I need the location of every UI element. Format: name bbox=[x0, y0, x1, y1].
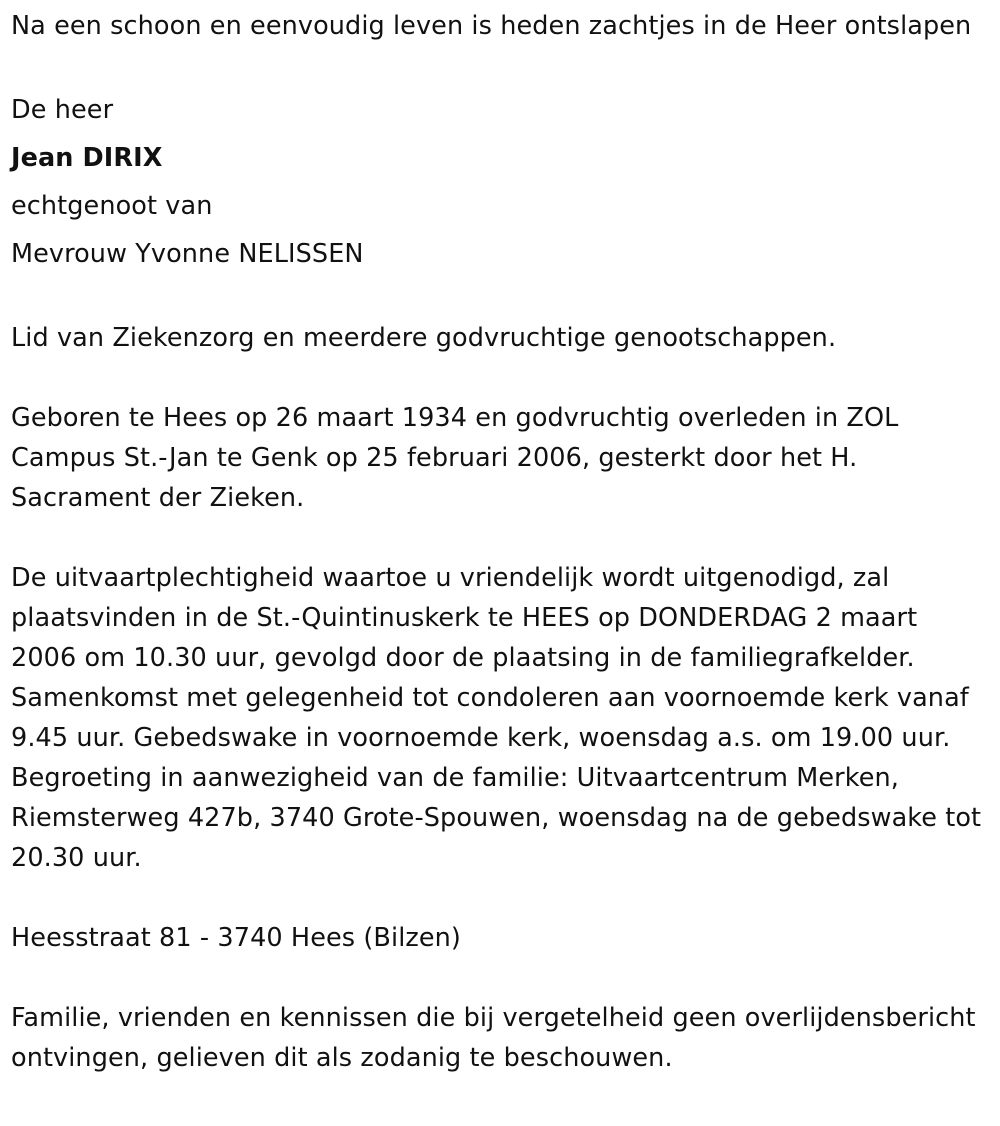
intro-text: Na een schoon en eenvoudig leven is heden zachtjes in de Heer ontslapen bbox=[11, 11, 972, 41]
spacer bbox=[11, 46, 986, 86]
deceased-name: Jean DIRIX bbox=[11, 143, 163, 173]
home-address: Heesstraat 81 - 3740 Hees (Bilzen) bbox=[11, 923, 461, 953]
spacer bbox=[11, 958, 986, 998]
salutation: De heer bbox=[11, 95, 114, 125]
spacer bbox=[11, 518, 986, 558]
spacer bbox=[11, 878, 986, 918]
spouse-name: Mevrouw Yvonne NELISSEN bbox=[11, 239, 364, 269]
obituary-notice bbox=[11, 6, 986, 1078]
relation-text: echtgenoot van bbox=[11, 191, 213, 221]
birth-death-text: Geboren te Hees op 26 maart 1934 en godvruchtig overleden in ZOL Campus St.-Jan te Genk op 25 februari 2006, gesterkt door het H. Sacrament der Zieken. bbox=[11, 403, 899, 513]
closing-text: Familie, vrienden en kennissen die bij vergetelheid geen overlijdensbericht ontvingen, gelieven dit als zodanig te beschouwen. bbox=[11, 1003, 976, 1073]
spacer bbox=[11, 278, 986, 318]
spacer bbox=[11, 358, 986, 398]
membership-text: Lid van Ziekenzorg en meerdere godvruchtige genootschappen. bbox=[11, 323, 837, 353]
funeral-details: De uitvaartplechtigheid waartoe u vriendelijk wordt uitgenodigd, zal plaatsvinden in de St.-Quintinuskerk te HEES op DONDERDAG 2 maart 2006 om 10.30 uur, gevolgd door de plaatsing in de familiegrafkelder. Samenkomst met gelegenheid tot condoleren aan voornoemde kerk vanaf 9.45 uur. Gebedswake in voornoemde kerk, woensdag a.s. om 19.00 uur. Begroeting in aanwezigheid van de familie: Uitvaartcentrum Merken, Riemsterweg 427b, 3740 Grote-Spouwen, woensdag na de gebedswake tot 20.30 uur. bbox=[11, 563, 982, 873]
